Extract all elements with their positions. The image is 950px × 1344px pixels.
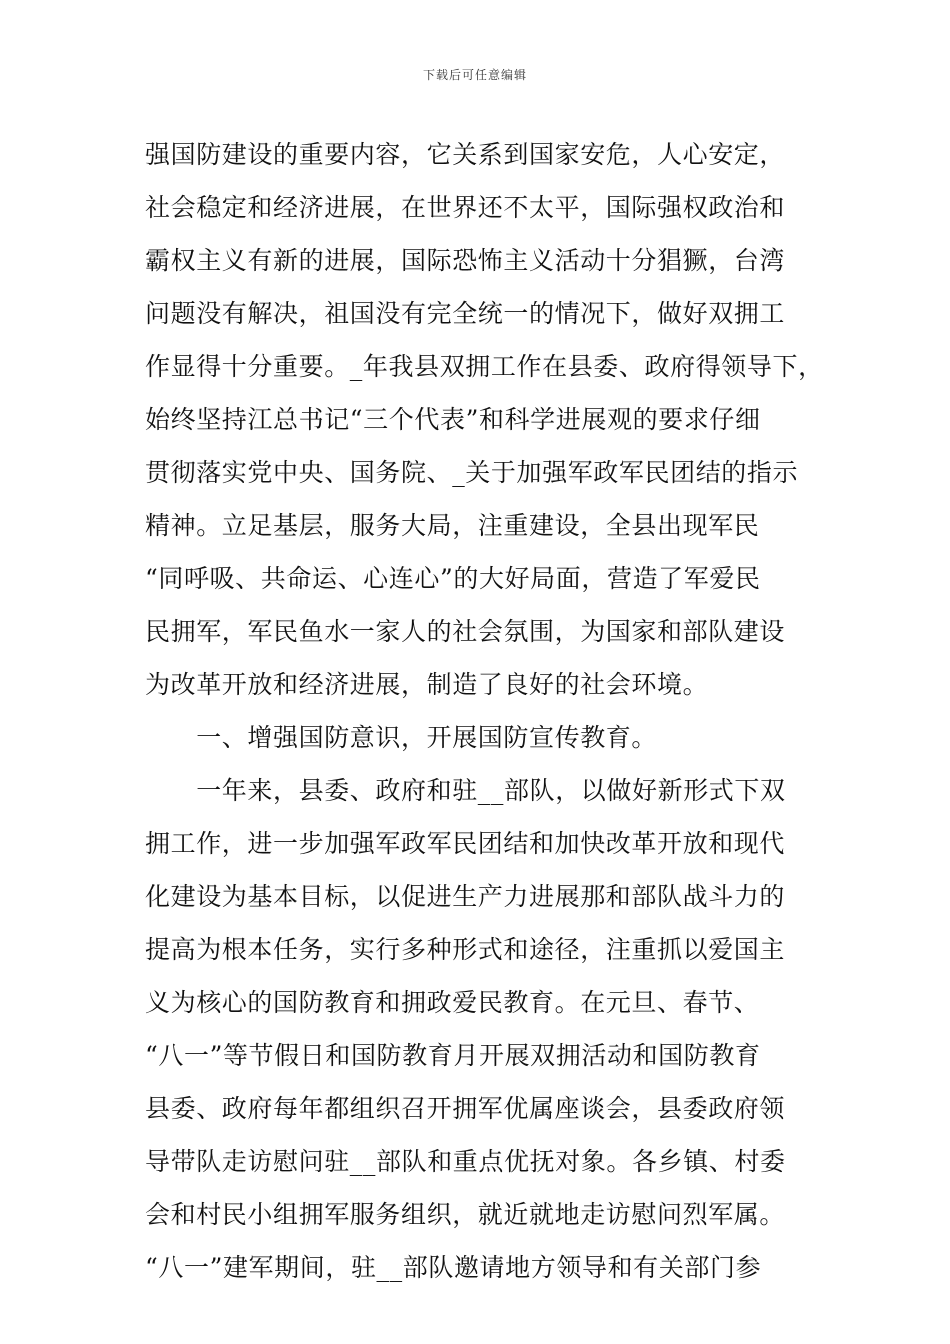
text-line: 为改革开放和经济进展，制造了良好的社会环境。 — [145, 670, 709, 699]
text-line: 强国防建设的重要内容，它关系到国家安危，人心安定， — [145, 140, 786, 169]
text-line: “八一”建军期间，驻__部队邀请地方领导和有关部门参 — [145, 1253, 762, 1282]
text-line: 化建设为基本目标，以促进生产力进展那和部队战斗力的 — [145, 882, 786, 911]
text-line: 作显得十分重要。_年我县双拥工作在县委、政府得领导下， — [145, 352, 824, 381]
text-line: 拥工作，进一步加强军政军民团结和加快改革开放和现代 — [145, 829, 786, 858]
text-line: 义为核心的国防教育和拥政爱民教育。在元旦、春节、 — [145, 988, 760, 1017]
text-line: 霸权主义有新的进展，国际恐怖主义活动十分猖獗，台湾 — [145, 246, 786, 275]
section-heading: 一、增强国防意识，开展国防宣传教育。 — [145, 723, 658, 752]
text-line: 始终坚持江总书记“三个代表”和科学进展观的要求仔细 — [145, 405, 761, 434]
text-line: 会和村民小组拥军服务组织，就近就地走访慰问烈军属。 — [145, 1200, 786, 1229]
text-line: 问题没有解决，祖国没有完全统一的情况下，做好双拥工 — [145, 299, 786, 328]
text-line: 县委、政府每年都组织召开拥军优属座谈会，县委政府领 — [145, 1094, 786, 1123]
text-line: 社会稳定和经济进展，在世界还不太平，国际强权政治和 — [145, 193, 786, 222]
text-line: 提高为根本任务，实行多种形式和途径，注重抓以爱国主 — [145, 935, 786, 964]
text-line: 民拥军，军民鱼水一家人的社会氛围，为国家和部队建设 — [145, 617, 786, 646]
page-header: 下载后可任意编辑 — [422, 68, 527, 82]
text-line: 一年来，县委、政府和驻__部队，以做好新形式下双 — [145, 776, 786, 805]
text-line: 导带队走访慰问驻__部队和重点优抚对象。各乡镇、村委 — [145, 1147, 786, 1176]
text-line: “八一”等节假日和国防教育月开展双拥活动和国防教育 — [145, 1041, 761, 1070]
text-line: 贯彻落实党中央、国务院、_关于加强军政军民团结的指示 — [145, 458, 799, 487]
text-line: 精神。立足基层，服务大局，注重建设，全县出现军民 — [145, 511, 760, 540]
document-body — [145, 128, 835, 1294]
text-line: “同呼吸、共命运、心连心”的大好局面，营造了军爱民 — [145, 564, 761, 593]
